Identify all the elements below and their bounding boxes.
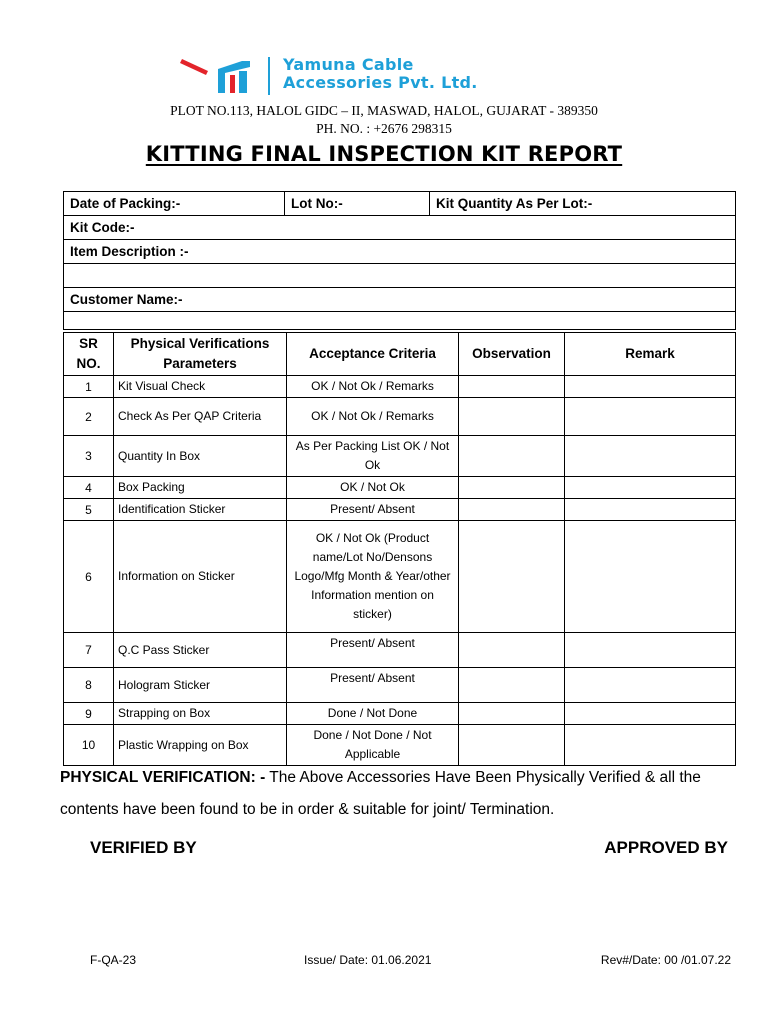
table-row xyxy=(64,477,736,499)
lot-no-field[interactable]: Lot No:- xyxy=(285,192,430,216)
logo-divider xyxy=(268,57,270,95)
table-row xyxy=(64,436,736,477)
row-param: Identification Sticker xyxy=(114,499,287,521)
row-criteria: Present/ Absent xyxy=(287,633,459,668)
issue-date: Issue/ Date: 01.06.2021 xyxy=(304,953,432,967)
row-criteria: Done / Not Done xyxy=(287,703,459,725)
row-sr: 2 xyxy=(64,398,114,436)
table-row xyxy=(64,633,736,668)
row-sr: 6 xyxy=(64,521,114,633)
info-row-item-description xyxy=(64,240,736,264)
row-sr: 10 xyxy=(64,725,114,766)
table-row xyxy=(64,499,736,521)
row-sr: 4 xyxy=(64,477,114,499)
row-param: Strapping on Box xyxy=(114,703,287,725)
verification-text: The Above Accessories Have Been Physically Verified & all the contents have been found to be in order & suitable for joint/ Termination. xyxy=(60,769,701,818)
customer-name-field[interactable]: Customer Name:- xyxy=(64,288,736,312)
row-criteria: OK / Not Ok (Product name/Lot No/Densons Logo/Mfg Month & Year/other Information mention on sticker) xyxy=(287,521,459,633)
row-sr: 7 xyxy=(64,633,114,668)
item-description-continuation[interactable] xyxy=(64,264,736,288)
row-param: Check As Per QAP Criteria xyxy=(114,398,287,436)
row-remark-cell[interactable] xyxy=(565,499,736,521)
table-row xyxy=(64,725,736,766)
row-sr: 3 xyxy=(64,436,114,477)
info-row-blank xyxy=(64,264,736,288)
row-param: Information on Sticker xyxy=(114,521,287,633)
approved-by-label: APPROVED BY xyxy=(604,838,728,857)
header-sr-no: SR NO. xyxy=(64,333,114,376)
company-address: PLOT NO.113, HALOL GIDC – II, MASWAD, HALOL, GUJARAT - 389350 xyxy=(170,103,598,118)
row-criteria: Done / Not Done / Not Applicable xyxy=(287,725,459,766)
inspection-header-row xyxy=(64,333,736,376)
row-observation-cell[interactable] xyxy=(459,725,565,766)
row-observation-cell[interactable] xyxy=(459,668,565,703)
row-criteria: Present/ Absent xyxy=(287,668,459,703)
company-name xyxy=(283,56,478,92)
kit-quantity-field[interactable]: Kit Quantity As Per Lot:- xyxy=(430,192,736,216)
company-phone: PH. NO. : +2676 298315 xyxy=(316,121,452,136)
row-criteria: OK / Not Ok / Remarks xyxy=(287,398,459,436)
row-sr: 9 xyxy=(64,703,114,725)
info-row-packing xyxy=(64,192,736,216)
header-remark: Remark xyxy=(565,333,736,376)
row-sr: 5 xyxy=(64,499,114,521)
verified-by-label: VERIFIED BY xyxy=(90,838,197,857)
row-remark-cell[interactable] xyxy=(565,477,736,499)
header-criteria: Acceptance Criteria xyxy=(287,333,459,376)
row-observation-cell[interactable] xyxy=(459,703,565,725)
company-name-line1: Yamuna Cable xyxy=(283,55,414,74)
table-row xyxy=(64,376,736,398)
inspection-table xyxy=(63,332,736,766)
table-row xyxy=(64,668,736,703)
row-remark-cell[interactable] xyxy=(565,633,736,668)
logo-red-stroke xyxy=(180,59,208,75)
row-criteria: Present/ Absent xyxy=(287,499,459,521)
kit-code-field[interactable]: Kit Code:- xyxy=(64,216,736,240)
physical-verification-statement xyxy=(60,762,750,826)
logo-blue-bar-right xyxy=(239,71,247,93)
table-row xyxy=(64,521,736,633)
row-param: Q.C Pass Sticker xyxy=(114,633,287,668)
row-remark-cell[interactable] xyxy=(565,521,736,633)
logo-red-bar xyxy=(230,75,235,93)
row-remark-cell[interactable] xyxy=(565,398,736,436)
row-param: Kit Visual Check xyxy=(114,376,287,398)
row-observation-cell[interactable] xyxy=(459,376,565,398)
row-observation-cell[interactable] xyxy=(459,499,565,521)
row-param: Box Packing xyxy=(114,477,287,499)
row-remark-cell[interactable] xyxy=(565,376,736,398)
row-criteria: As Per Packing List OK / Not Ok xyxy=(287,436,459,477)
row-observation-cell[interactable] xyxy=(459,477,565,499)
info-row-spacer xyxy=(64,312,736,330)
row-remark-cell[interactable] xyxy=(565,725,736,766)
report-title: KITTING FINAL INSPECTION KIT REPORT xyxy=(145,142,623,166)
info-row-kit-code xyxy=(64,216,736,240)
company-name-line2: Accessories Pvt. Ltd. xyxy=(283,73,478,92)
date-of-packing-field[interactable]: Date of Packing:- xyxy=(64,192,285,216)
info-table xyxy=(63,191,736,330)
spacer-cell xyxy=(64,312,736,330)
header-observation: Observation xyxy=(459,333,565,376)
row-sr: 8 xyxy=(64,668,114,703)
row-param: Plastic Wrapping on Box xyxy=(114,725,287,766)
row-sr: 1 xyxy=(64,376,114,398)
revision-date: Rev#/Date: 00 /01.07.22 xyxy=(600,953,731,967)
form-number: F-QA-23 xyxy=(90,953,137,967)
row-observation-cell[interactable] xyxy=(459,633,565,668)
row-param: Quantity In Box xyxy=(114,436,287,477)
row-observation-cell[interactable] xyxy=(459,436,565,477)
row-observation-cell[interactable] xyxy=(459,398,565,436)
header-parameters: Physical Verifications Parameters xyxy=(114,333,287,376)
row-criteria: OK / Not Ok xyxy=(287,477,459,499)
table-row xyxy=(64,398,736,436)
row-param: Hologram Sticker xyxy=(114,668,287,703)
document-header xyxy=(0,0,768,140)
row-observation-cell[interactable] xyxy=(459,521,565,633)
row-remark-cell[interactable] xyxy=(565,703,736,725)
row-criteria: OK / Not Ok / Remarks xyxy=(287,376,459,398)
row-remark-cell[interactable] xyxy=(565,436,736,477)
info-row-customer xyxy=(64,288,736,312)
logo-blue-bar-left xyxy=(218,69,225,93)
row-remark-cell[interactable] xyxy=(565,668,736,703)
table-row xyxy=(64,703,736,725)
item-description-field[interactable]: Item Description :- xyxy=(64,240,736,264)
verification-label: PHYSICAL VERIFICATION: - xyxy=(60,769,266,786)
